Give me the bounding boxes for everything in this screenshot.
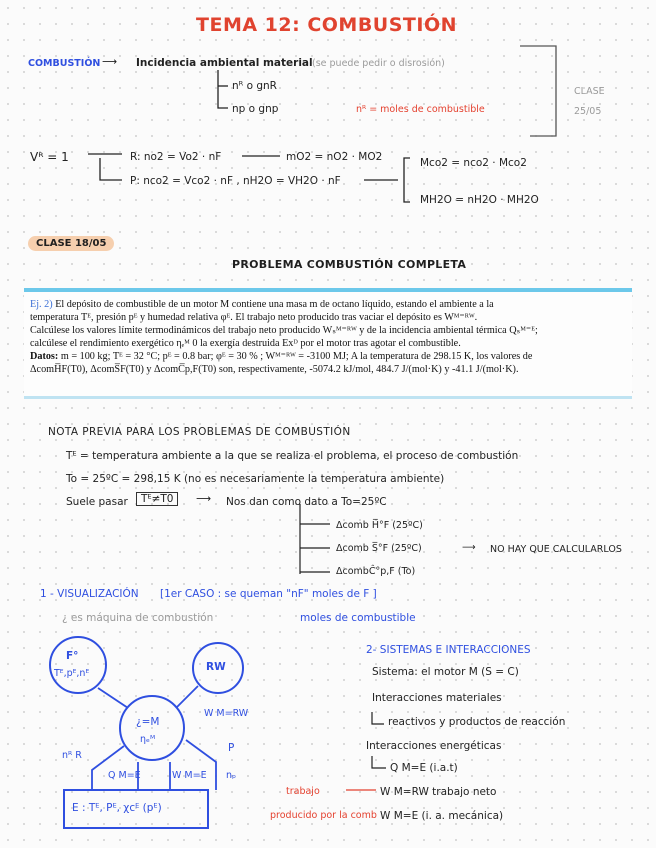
problem-line-4: calcúlese el rendimiento exergético ηₑᴹ 0 la exergía destruida Exᴰ por el motor tras agotar el combustible. [30, 338, 461, 349]
diag-np: nₚ [226, 770, 237, 781]
nota-line-1: Tᴱ = temperatura ambiente a la que se realiza el problema, el proceso de combustión [66, 450, 519, 462]
problem-number: Ej. 2) [30, 299, 53, 310]
sistemas-w-e: W M=E (i. a. mecánica) [380, 810, 504, 822]
eq-r: R: no2 = Vo2 · nF [130, 151, 222, 163]
sistema-line: Sistema: el motor M (S = C) [372, 666, 519, 678]
sistemas-title: 2- SISTEMAS E INTERACCIONES [366, 644, 531, 656]
tef-box: Tᴱ≠T0 [136, 492, 178, 506]
diag-env: E : Tᴱ, Pᴱ, χcᴱ (pᴱ) [72, 802, 162, 814]
diag-q: Q M=E [108, 770, 141, 781]
diag-w-e: W M=E [172, 770, 207, 781]
nota-title: NOTA PREVIA PARA LOS PROBLEMAS DE COMBUSTIÓN [48, 426, 351, 438]
clase-badge: CLASE 18/05 [28, 236, 114, 251]
incidencia-note: (se puede pedir o disrosión) [312, 58, 445, 69]
vis-caso: [1er CASO : se queman "nF" moles de F ] [160, 588, 377, 600]
branch-np: np o gnp [232, 103, 279, 115]
problem-line-6: ΔcomH̅F(T0), ΔcomS̅F(T0) y ΔcomC̅p,F(T0) son, respectivamente, -5074.2 kJ/mol, 484.7 J/(mol·K) y -41.1 J/(mol·K). [30, 364, 519, 375]
nota-dato: Nos dan como dato a To=25ºC [226, 496, 387, 508]
diag-f-state: Tᴱ,pᴱ,nᴱ [54, 668, 90, 679]
side-clase: CLASE [574, 86, 605, 97]
vis-moles: moles de combustible [300, 612, 416, 624]
arrow-icon: ⟶ [102, 56, 118, 68]
arrow-icon: ⟶ [462, 542, 476, 553]
eq-mo2: mO2 = nO2 · MO2 [286, 151, 383, 163]
combustion-label: COMBUSTIÓN [28, 58, 101, 69]
nota-suele: Suele pasar [66, 496, 128, 508]
side-date: 25/05 [574, 106, 602, 117]
nota-branch-3: ΔcombĈ°p,F (To) [336, 566, 416, 577]
sistemas-w-rw: W M=RW trabajo neto [380, 786, 497, 798]
eq-mco2: Mco2 = nco2 · Mco2 [420, 157, 527, 169]
incidencia-text: Incidencia ambiental material [136, 57, 313, 69]
datos-label: Datos: [30, 351, 59, 362]
diag-rw: RW [206, 661, 226, 673]
vis-sub: ¿ es máquina de combustión [62, 612, 214, 624]
no-calc-note: NO HAY QUE CALCULARLOS [490, 544, 622, 555]
diag-p: P [228, 742, 235, 754]
interacciones-materiales: Interacciones materiales [372, 692, 502, 704]
diag-nr: nᴿ R [62, 750, 82, 761]
problem-line-2: temperatura Tᴱ, presión pᴱ y humedad relativa φᴱ. El trabajo neto producido tras vaciar el depósito es Wᴹ⁼ᴿᵂ. [30, 312, 478, 323]
branch-nr: nᴿ o gnR [232, 80, 277, 92]
nf-note: nᴿ = moles de combustible [356, 104, 485, 115]
diag-center-2: ηₑᴹ [140, 734, 156, 745]
reactivos-productos: reactivos y productos de reacción [388, 716, 566, 728]
sistemas-q: Q M=E (i.a.t) [390, 762, 458, 774]
page-title: TEMA 12: COMBUSTIÓN [196, 14, 457, 36]
problem-datos: m = 100 kg; Tᴱ = 32 °C; pᴱ = 0.8 bar; φᴱ = 30 % ; Wᴹ⁼ᴿᵂ = -3100 MJ; A la temperatura de 298.15 K, los valores de [60, 351, 533, 362]
vis-title: 1 - VISUALIZACIÓN [40, 588, 139, 600]
nota-branch-1: Δcomb H̅°F (25ºC) [336, 520, 423, 531]
problem-line-1: El depósito de combustible de un motor M contiene una masa m de octano líquido, estando el ambiente a la [55, 299, 494, 310]
diag-w-rw: W M=RW [204, 708, 249, 719]
nota-branch-2: Δcomb S̅°F (25ºC) [336, 543, 422, 554]
problem-line-3: Calcúlese los valores límite termodinámicos del trabajo neto producido Wₛᴹ⁼ᴿᵂ y de la incidencia ambiental térmica Qₛᴹ⁼ᴱ; [30, 325, 538, 336]
eq-mh2o: MH2O = nH2O · MH2O [420, 194, 539, 206]
diag-center-1: ¿=M [136, 716, 160, 728]
trabajo-label: trabajo [286, 786, 320, 797]
eq-p: P: nco2 = Vco2 · nF , nH2O = VH2O · nF [130, 175, 341, 187]
problem-title: PROBLEMA COMBUSTIÓN COMPLETA [232, 258, 467, 271]
vf-label: Vᴿ = 1 [30, 150, 69, 164]
arrow-icon: ⟶ [196, 493, 212, 505]
interacciones-energeticas: Interacciones energéticas [366, 740, 502, 752]
diag-f0: F° [66, 650, 79, 662]
producido-label: producido por la comb [270, 810, 377, 821]
nota-line-2: To = 25ºC = 298,15 K (no es necesariamente la temperatura ambiente) [66, 473, 445, 485]
